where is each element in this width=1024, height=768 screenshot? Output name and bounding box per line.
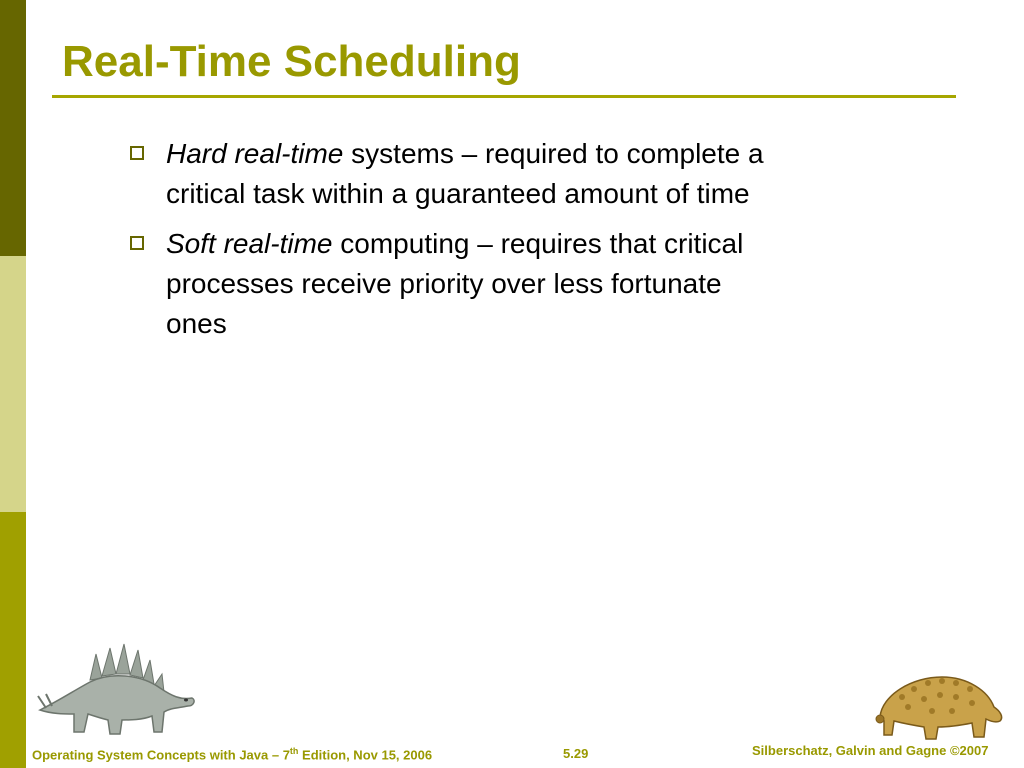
footer-page-number: 5.29 [563, 746, 589, 761]
footer-copyright: Silberschatz, Galvin and Gagne ©2007 [752, 743, 989, 758]
side-bar-top [0, 0, 26, 256]
footer-book-title: Operating System Concepts with Java – 7th Edition, Nov 15, 2006 [32, 746, 433, 763]
bullet-list [128, 134, 788, 354]
bullet-term: Soft real-time [166, 228, 333, 259]
bullet-item [128, 134, 788, 214]
bullet-text: computing – requires that critical processes receive priority over less fortunate ones [166, 228, 744, 339]
bullet-term: Hard real-time [166, 138, 344, 169]
slide-title: Real-Time Scheduling [62, 37, 521, 86]
side-bar-middle [0, 256, 26, 512]
bullet-item [128, 224, 788, 344]
stegosaurus-icon [30, 640, 200, 740]
ankylosaurus-icon [872, 665, 1007, 745]
side-bar-bottom [0, 512, 26, 768]
title-divider [52, 95, 956, 98]
bullet-text: systems – required to complete a critical task within a guaranteed amount of time [166, 138, 764, 209]
square-bullet-icon [130, 236, 144, 250]
square-bullet-icon [130, 146, 144, 160]
